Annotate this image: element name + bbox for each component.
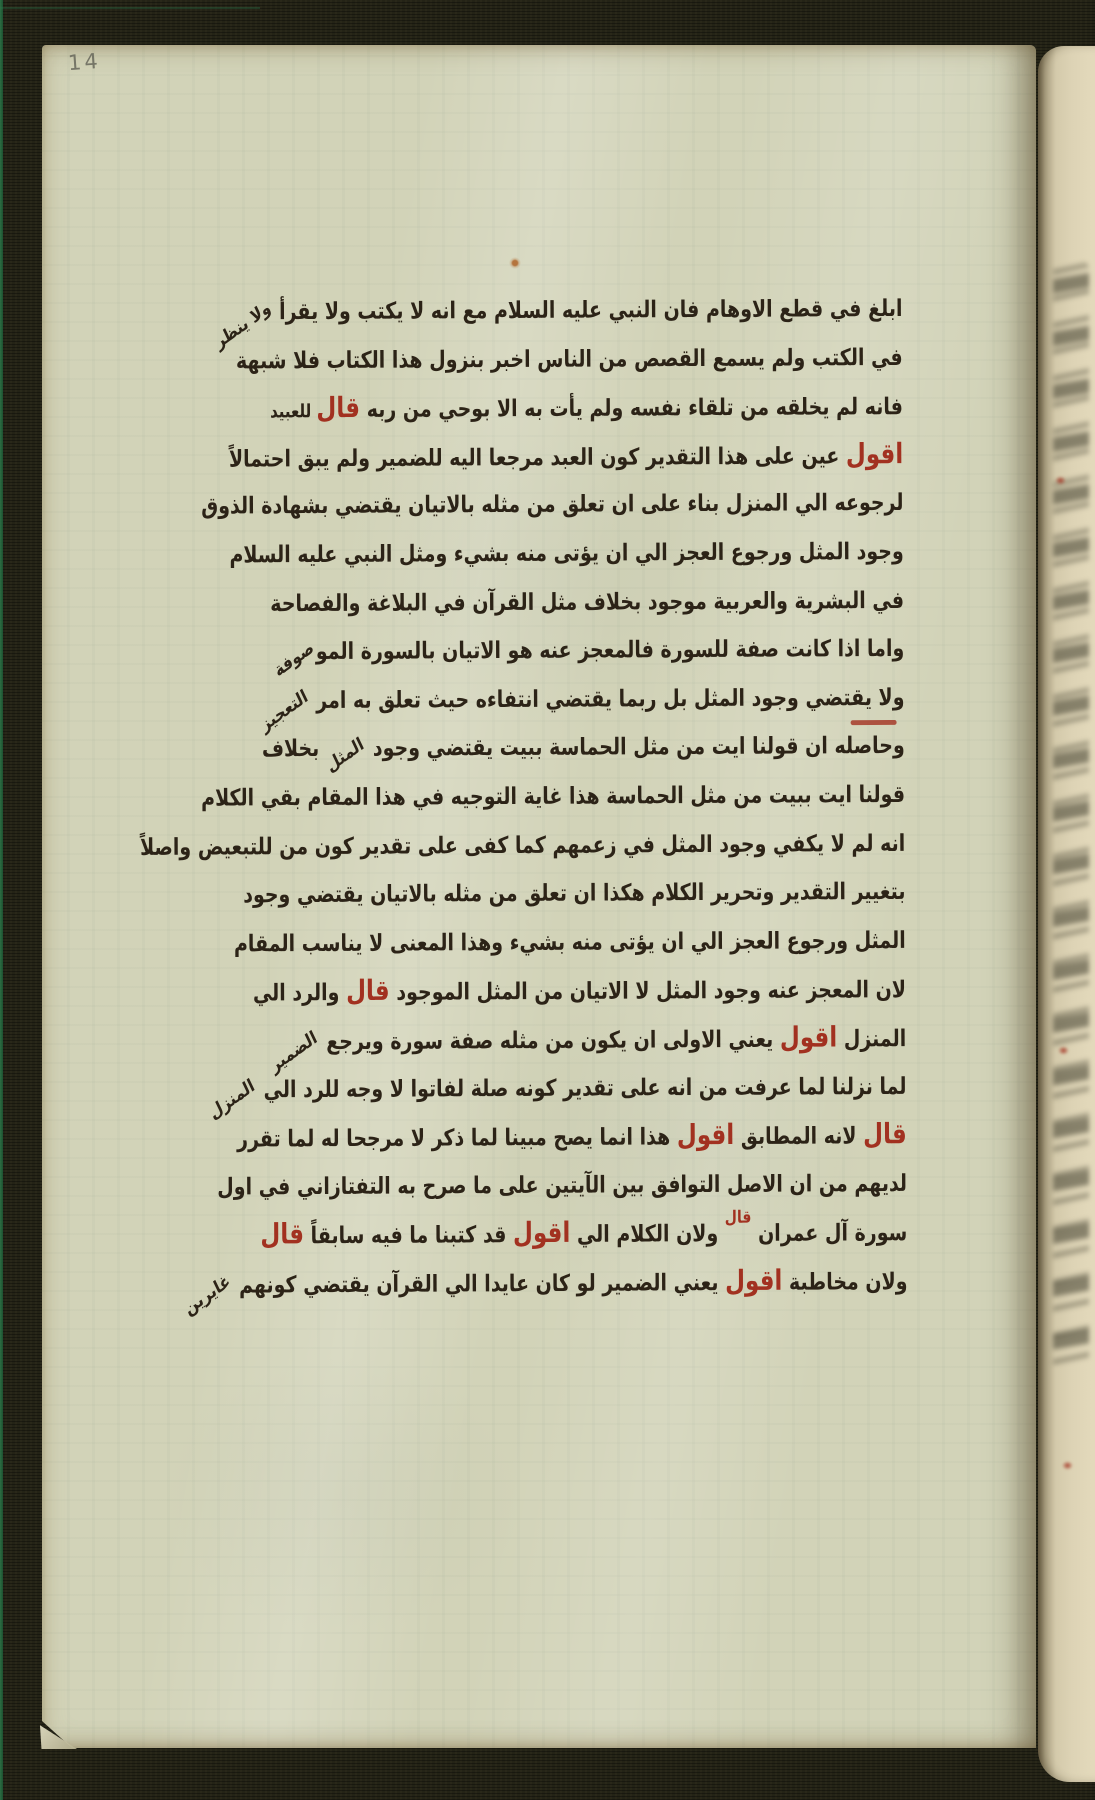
facing-page-blurred-text bbox=[1053, 261, 1089, 1376]
text-segment: في البشرية والعربية موجود بخلاف مثل القرآن في البلاغة والفصاحة bbox=[270, 586, 905, 617]
text-segment: قولنا ايت ببيت من مثل الحماسة هذا غاية التوجيه في هذا المقام بقي الكلام bbox=[201, 781, 906, 812]
red-ink-word: اقول bbox=[512, 1217, 571, 1250]
red-ink-word: قال bbox=[863, 1118, 907, 1151]
red-overline-mark bbox=[851, 720, 897, 725]
text-segment: ابلغ في قطع الاوهام فان النبي عليه السلام مع انه لا يكتب ولا يقرأ bbox=[272, 295, 903, 326]
text-segment: في الكتب ولم يسمع القصص من الناس اخبر بنزول هذا الكتاب فلا شبهة bbox=[235, 343, 903, 375]
text-segment: ولا ينظر bbox=[211, 296, 274, 354]
text-segment: الضمير bbox=[267, 1026, 321, 1077]
text-segment: والرد الي bbox=[252, 979, 347, 1007]
text-segment: انه لم لا يكفي وجود المثل في زعمهم كما كفى على تقدير كون من للتبعيض واصلاً bbox=[139, 829, 906, 861]
text-segment: المنزل bbox=[206, 1073, 258, 1124]
text-segment: قد كتبنا ما فيه سابقاً bbox=[303, 1221, 514, 1250]
text-segment: يعني الاولى ان يكون من مثله صفة سورة ويرجع bbox=[319, 1025, 780, 1056]
text-segment: سورة آل عمران bbox=[751, 1219, 908, 1248]
text-segment: لان المعجز عنه وجود المثل لا الاتيان من المثل الموجود bbox=[389, 976, 907, 1007]
text-segment: ولان الكلام الي bbox=[570, 1220, 725, 1249]
red-ink-word: اقول bbox=[676, 1119, 735, 1152]
text-segment: المنزل bbox=[837, 1025, 907, 1053]
text-segment: ولا يقتضي وجود المثل بل ربما يقتضي انتفاءه حيث تعلق به امر bbox=[309, 683, 905, 714]
text-segment: فانه لم يخلقه من تلقاء نفسه ولم يأت به الا بوحي من ربه bbox=[359, 393, 904, 424]
text-segment: يعني الضمير لو كان عايدا الي القرآن يقتضي كونهم bbox=[232, 1269, 726, 1299]
text-segment: عين على هذا التقدير كون العبد مرجعا اليه للضمير ولم يبق احتمالاً bbox=[228, 442, 846, 473]
text-segment: للعبيد bbox=[269, 400, 317, 423]
text-segment: صوفة bbox=[270, 636, 317, 682]
red-ink-word: اقول bbox=[779, 1021, 838, 1055]
text-segment: لانه المطابق bbox=[734, 1122, 864, 1151]
text-segment: التعجيز bbox=[256, 684, 311, 736]
facing-page-red-ink-speck bbox=[1055, 476, 1066, 485]
text-segment: واما اذا كانت صفة للسورة فالمعجز عنه هو الاتيان بالسورة المو bbox=[315, 635, 905, 666]
binding-cloth-green-edge bbox=[0, 0, 3, 1800]
text-segment: المثل ورجوع العجز الي ان يؤتى منه بشيء وهذا المعنى لا يناسب المقام bbox=[233, 926, 906, 958]
facing-page-red-ink-speck bbox=[1058, 1046, 1069, 1055]
text-segment: لرجوعه الي المنزل بناء على ان تعلق من مثله بالاتيان يقتضي بشهادة الذوق bbox=[201, 489, 904, 521]
text-segment: المثل bbox=[323, 733, 368, 777]
text-segment: وحاصله ان قولنا ايت من مثل الحماسة ببيت يقتضي وجود bbox=[366, 732, 905, 763]
folio-number-pencil: 14 bbox=[67, 48, 102, 76]
red-ink-word: قال bbox=[316, 392, 361, 425]
text-segment: بتغيير التقدير وتحرير الكلام هكذا ان تعلق من مثله بالاتيان يقتضي وجود bbox=[243, 878, 906, 909]
binding-cloth-green-top-edge bbox=[0, 7, 260, 9]
facing-page-fore-edge bbox=[1038, 46, 1095, 1782]
text-segment: بخلاف bbox=[261, 735, 326, 763]
red-ink-word: قال bbox=[724, 1208, 752, 1228]
text-segment: غايرين bbox=[181, 1269, 234, 1320]
text-segment: هذا انما يصح مبينا لما ذكر لا مرجحا له لما تقرر bbox=[237, 1123, 677, 1153]
text-segment: ولان مخاطبة bbox=[782, 1268, 908, 1296]
red-ink-word: اقول bbox=[845, 438, 904, 471]
red-ink-word: اقول bbox=[724, 1265, 783, 1298]
text-segment: لديهم من ان الاصل التوافق بين الآيتين على ما صرح به التفتازاني في اول bbox=[217, 1169, 908, 1201]
text-block bbox=[139, 285, 908, 1320]
facing-page-red-ink-speck bbox=[1062, 1461, 1073, 1470]
text-segment: لما نزلنا لما عرفت من انه على تقدير كونه صلة لفاتوا لا وجه للرد الي bbox=[256, 1072, 907, 1103]
text-segment: وجود المثل ورجوع العجز الي ان يؤتى منه بشيء ومثل النبي عليه السلام bbox=[229, 538, 904, 569]
red-ink-word: قال bbox=[345, 975, 390, 1008]
manuscript-line bbox=[181, 1251, 908, 1320]
red-ink-word: قال bbox=[260, 1219, 305, 1252]
